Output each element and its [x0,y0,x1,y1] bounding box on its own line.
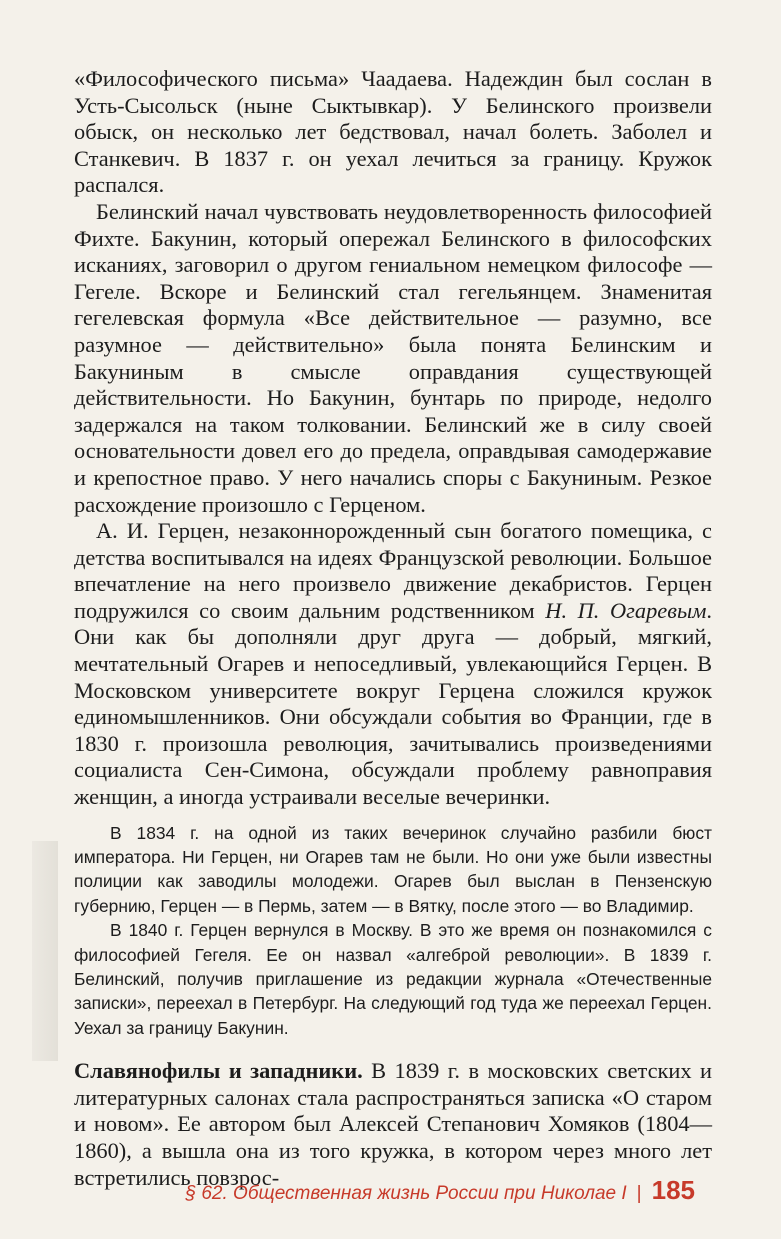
section-text: В 1839 г. в московских светских и литературных салонах стала распространяться записка «О старом и новом». Ее автором был Алексей Степанович Хомяков (1804—1860), а вышла она из того кружка, в котором через много лет встретились повзрос- [74,1058,712,1190]
page-footer [186,1175,695,1206]
section-slavophiles [74,1058,712,1191]
person-name-ogarev: Н. П. Огаревым [545,597,707,623]
paragraph-3-end: . Они как бы дополняли друг друга — добрый, мягкий, мечтательный Огарев и непоседливый, увлекающийся Герцен. В Московском университете вокруг Герцена сложился кружок единомышленников. Они обсуждали события во Франции, где в 1830 г. произошла революция, зачитывались произведениями социалиста Сен-Симона, обсуждали проблему равноправия женщин, а иногда устраивали веселые вечеринки. [74,597,713,810]
paragraph-3-start: А. И. Герцен, незаконнорожденный сын богатого помещика, с детства воспитывался на идеях Французской революции. Большое впечатление на него произвело движение декабристов. Герцен подружился со своим дальним родственником [74,518,712,623]
paragraph-3 [74,518,712,811]
paragraph-2: Белинский начал чувствовать неудовлетворенность философией Фихте. Бакунин, который опережал Белинского в философских исканиях, заговорил о другом гениальном немецком философе — Гегеле. Вскоре и Белинский стал гегельянцем. Знаменитая гегелевская формула «Все действительное — разумно, все разумное — действительно» была понята Белинским и Бакуниным в смысле оправдания существующей действительности. Но Бакунин, бунтарь по природе, недолго задержался на таком толковании. Белинский же в силу своей основательности довел его до предела, оправдывая самодержавие и крепостное право. У него начались споры с Бакуниным. Резкое расхождение произошло с Герценом. [74,198,712,517]
main-text [74,66,712,811]
margin-tab [32,841,58,1061]
small-paragraph-1: В 1834 г. на одной из таких вечеринок случайно разбили бюст императора. Ни Герцен, ни Огарев там не были. Но они уже были известны полиции как заводилы молодежи. Огарев был выслан в Пензенскую губернию, Герцен — в Пермь, затем — в Вятку, после этого — во Владимир. [74,822,712,916]
section-heading: Славянофилы и западники. [74,1058,363,1084]
small-paragraph-2: В 1840 г. Герцен вернулся в Москву. В это же время он познакомился с философией Гегеля. Ее он назвал «алгеброй революции». В 1839 г. Белинский, получив приглашение из редакции журнала «Отечественные записки», переехал в Петербург. На следующий год туда же переехал Герцен. Уехал за границу Бакунин. [74,920,712,1038]
page-number: 185 [651,1175,695,1205]
section-paragraph [74,1058,712,1191]
running-title: § 62. Общественная жизнь России при Николае I [185,1183,627,1204]
supplementary-text [74,821,712,1041]
paragraph-1: «Философического письма» Чаадаева. Надеждин был сослан в Усть-Сысольск (ныне Сыктывкар). У Белинского произвели обыск, он несколько лет бедствовал, начал болеть. Заболел и Станкевич. В 1837 г. он уехал лечиться за границу. Кружок распался. [74,66,712,198]
footer-separator: | [636,1183,642,1204]
page-body [74,66,712,1191]
